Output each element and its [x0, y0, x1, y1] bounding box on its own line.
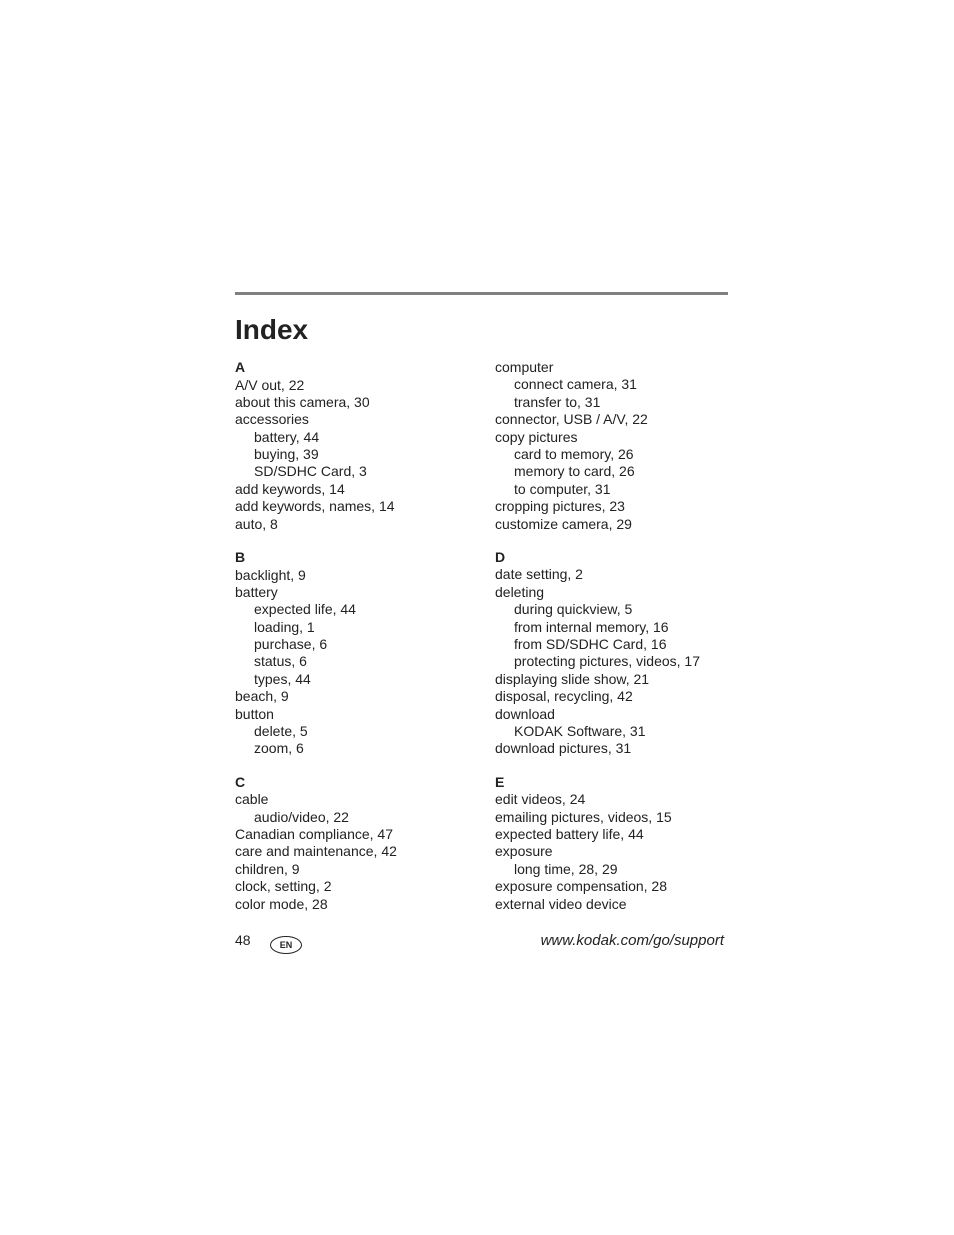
index-entry: displaying slide show, 21: [495, 670, 650, 687]
index-entry: backlight, 9: [235, 566, 306, 583]
index-entry: cropping pictures, 23: [495, 498, 625, 515]
index-entry: beach, 9: [235, 688, 289, 705]
index-entry: customize camera, 29: [495, 515, 632, 532]
index-subentry: loading, 1: [254, 618, 315, 635]
index-subentry: long time, 28, 29: [514, 860, 618, 877]
index-subentry: protecting pictures, videos, 17: [514, 653, 700, 670]
index-entry: Canadian compliance, 47: [235, 826, 393, 843]
index-entry: computer: [495, 359, 554, 375]
support-url[interactable]: www.kodak.com/go/support: [540, 932, 724, 949]
section-letter: E: [495, 773, 505, 790]
index-entry: expected battery life, 44: [495, 825, 644, 842]
index-section: [495, 549, 735, 758]
index-section: [495, 774, 735, 913]
index-entry: color mode, 28: [235, 895, 328, 912]
index-subentry: memory to card, 26: [514, 463, 635, 480]
index-entry: accessories: [235, 411, 309, 428]
index-subentry: from SD/SDHC Card, 16: [514, 635, 667, 652]
index-subentry: SD/SDHC Card, 3: [254, 463, 367, 480]
index-entry: A/V out, 22: [235, 376, 305, 393]
index-entry: emailing pictures, videos, 15: [495, 808, 672, 825]
index-subentry: types, 44: [254, 670, 311, 687]
index-entry: battery: [235, 583, 278, 600]
index-entry: add keywords, names, 14: [235, 498, 395, 515]
index-subentry: buying, 39: [254, 446, 319, 463]
index-entry: edit videos, 24: [495, 791, 586, 808]
index-subentry: to computer, 31: [514, 480, 611, 497]
index-column-right: [495, 359, 735, 929]
index-entry: date setting, 2: [495, 566, 583, 583]
index-subentry: zoom, 6: [254, 740, 304, 757]
index-section: [235, 549, 475, 758]
index-subentry: battery, 44: [254, 428, 320, 445]
index-entry: exposure: [495, 843, 553, 860]
index-entry: disposal, recycling, 42: [495, 688, 633, 705]
index-subentry: audio/video, 22: [254, 808, 349, 825]
index-section: [235, 359, 475, 533]
index-entry: exposure compensation, 28: [495, 878, 667, 895]
index-entry: about this camera, 30: [235, 393, 370, 410]
index-entry: download: [495, 705, 555, 722]
language-badge: EN: [270, 936, 302, 954]
index-entry: deleting: [495, 583, 545, 600]
index-subentry: KODAK Software, 31: [514, 722, 646, 739]
index-subentry: status, 6: [254, 653, 307, 670]
header-rule: [235, 292, 728, 295]
index-entry: connector, USB / A/V, 22: [495, 411, 648, 428]
index-entry: copy pictures: [495, 428, 578, 445]
index-entry: clock, setting, 2: [235, 878, 332, 895]
index-subentry: connect camera, 31: [514, 376, 637, 393]
index-entry: care and maintenance, 42: [235, 843, 397, 860]
section-letter: C: [235, 773, 246, 790]
index-entry: download pictures, 31: [495, 740, 632, 757]
index-subentry: card to memory, 26: [514, 445, 634, 462]
index-entry: auto, 8: [235, 515, 278, 532]
page-number: 48: [235, 932, 251, 948]
index-entry: children, 9: [235, 860, 300, 877]
index-subentry: delete, 5: [254, 723, 308, 740]
index-subentry: transfer to, 31: [514, 393, 601, 410]
index-entry: button: [235, 705, 274, 722]
index-entry: external video device: [495, 895, 627, 912]
index-section: [495, 359, 735, 533]
index-subentry: from internal memory, 16: [514, 618, 669, 635]
index-entry: add keywords, 14: [235, 480, 345, 497]
section-letter: B: [235, 549, 246, 566]
index-subentry: during quickview, 5: [514, 601, 633, 618]
page-title: Index: [235, 314, 309, 345]
index-entry: cable: [235, 791, 269, 808]
index-subentry: expected life, 44: [254, 601, 356, 618]
index-section: [235, 774, 475, 913]
index-subentry: purchase, 6: [254, 636, 328, 653]
index-column-left: [235, 359, 475, 929]
section-letter: A: [235, 359, 246, 375]
section-letter: D: [495, 548, 506, 565]
